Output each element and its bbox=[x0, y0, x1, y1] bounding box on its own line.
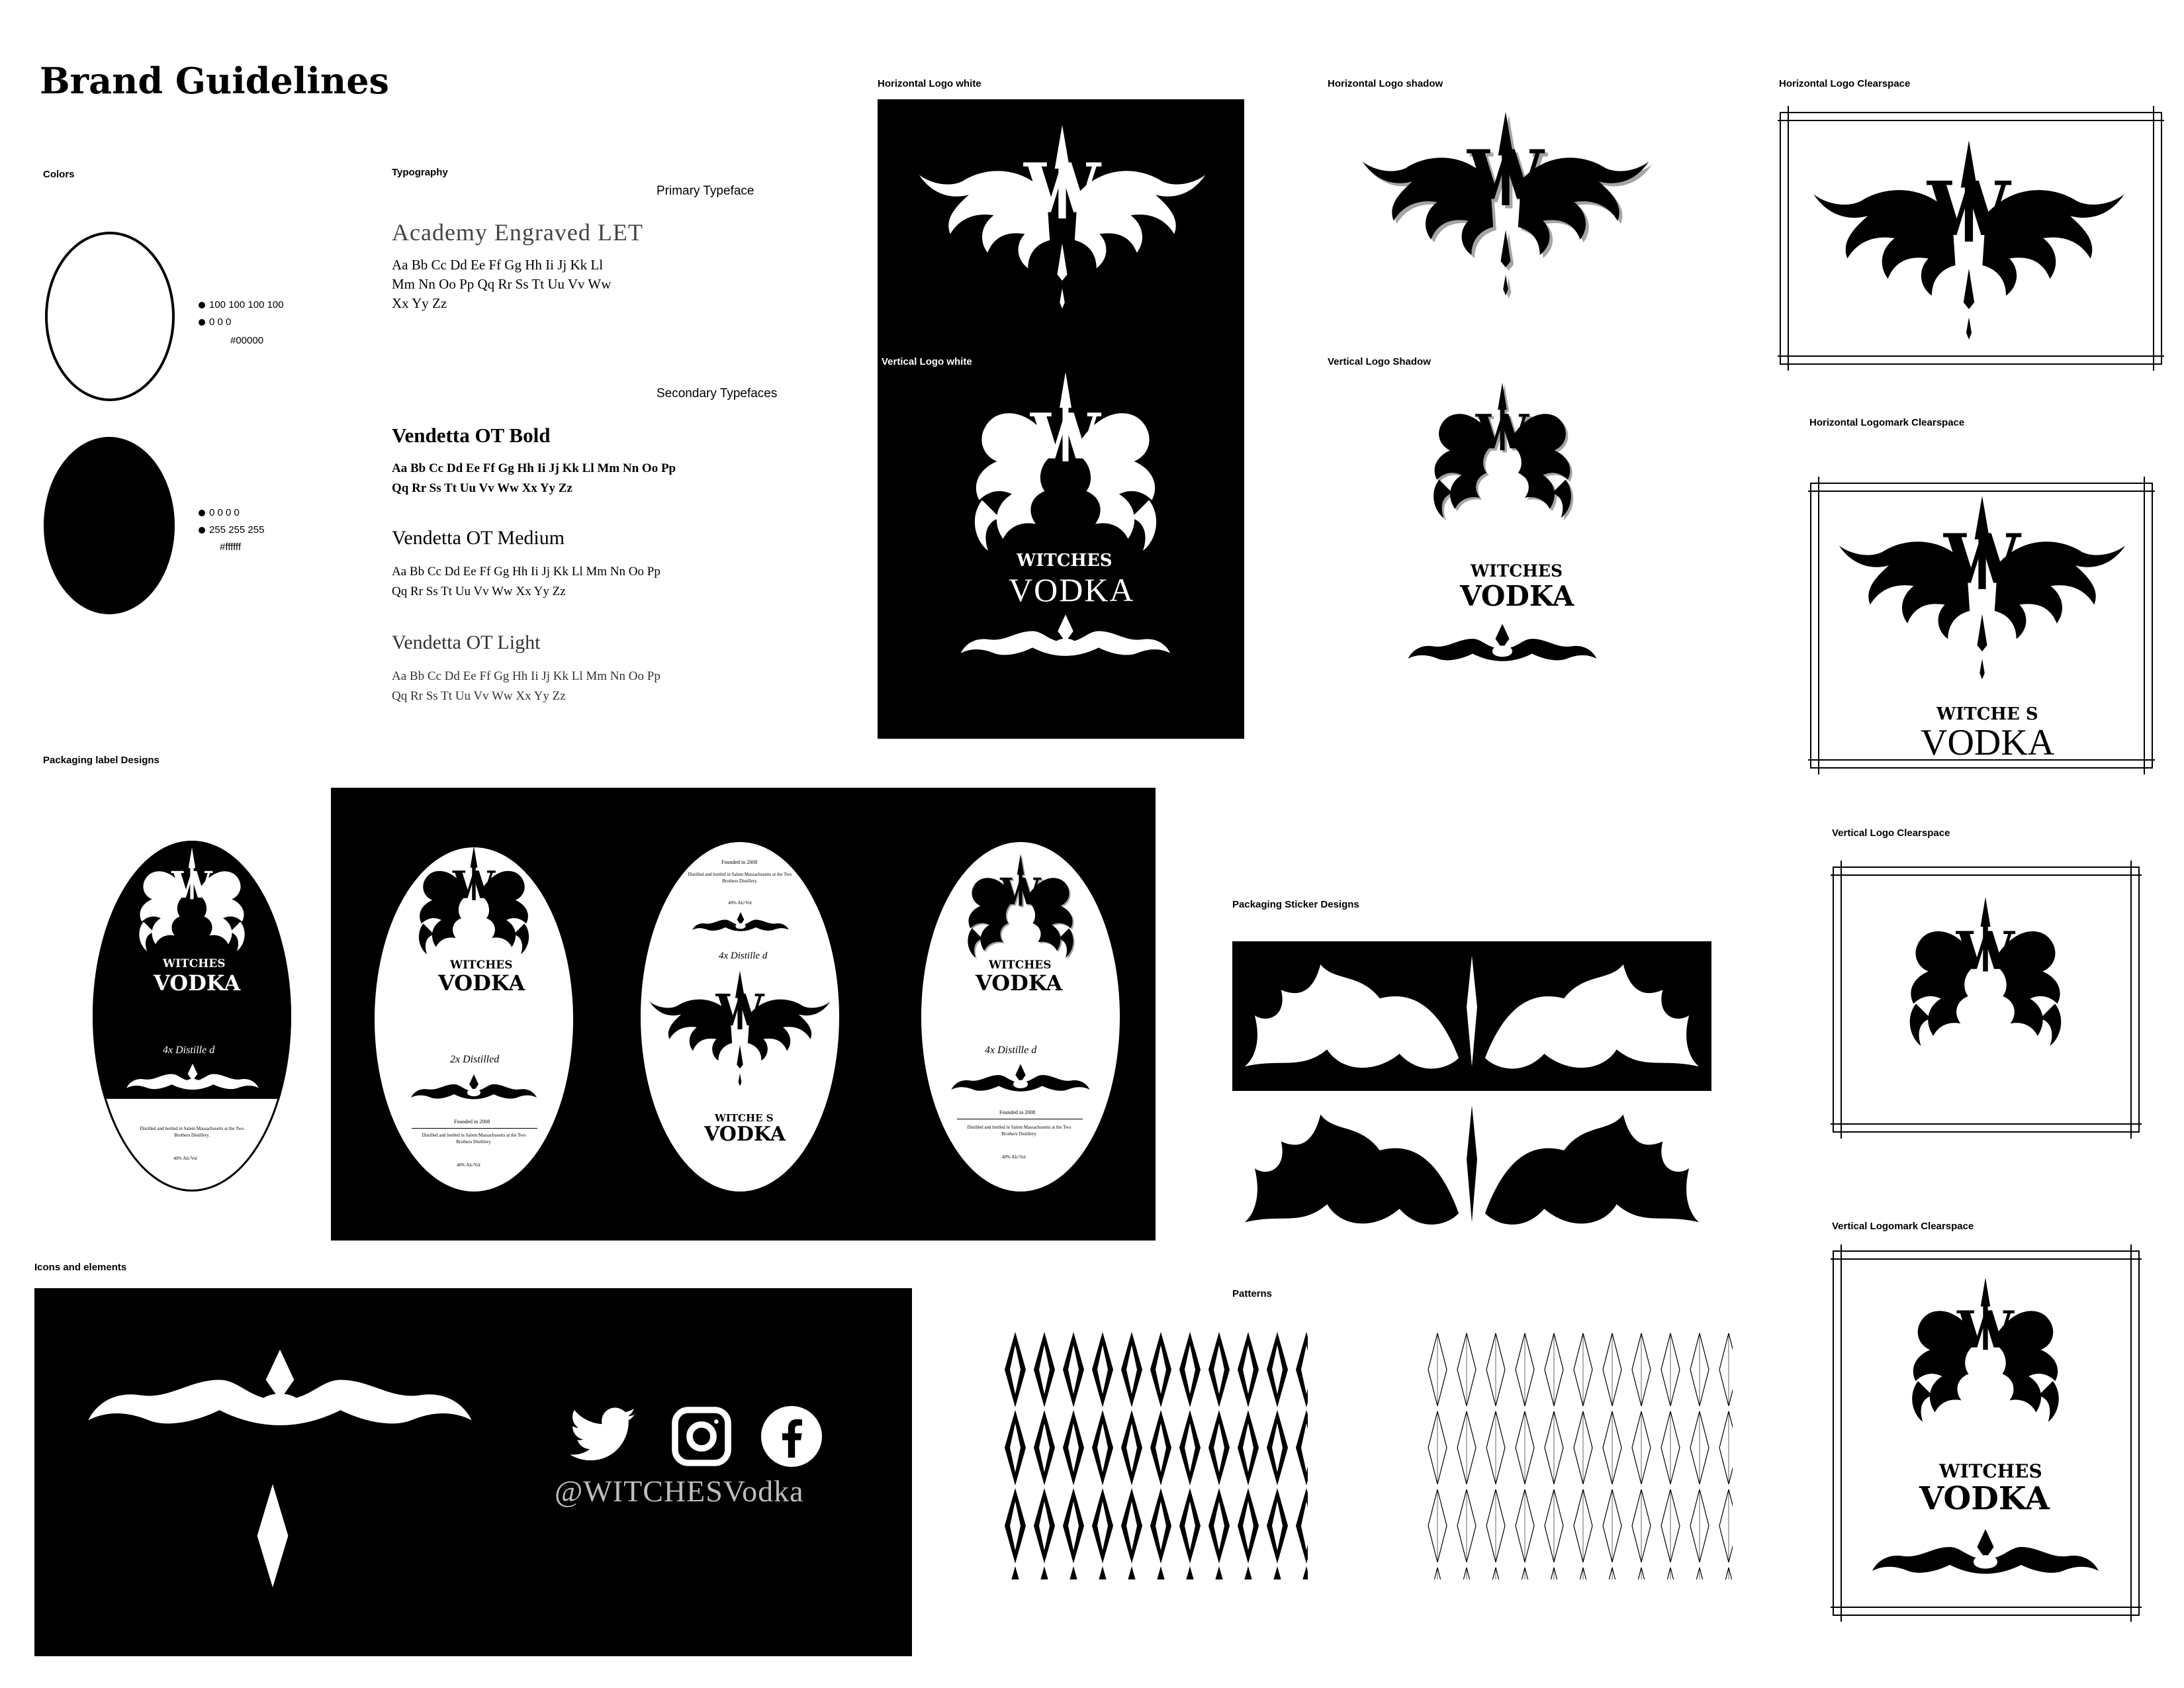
colors-label: Colors bbox=[43, 169, 75, 180]
white-swatch bbox=[45, 232, 175, 401]
patterns-label: Patterns bbox=[1232, 1288, 1273, 1299]
sticker-white bbox=[1242, 956, 1702, 1075]
vertical-logo-white-crest bbox=[953, 609, 1178, 675]
label-black-distilled: 4x Distille d bbox=[163, 1045, 215, 1056]
vendetta-light-alphabet-1: Aa Bb Cc Dd Ee Ff Gg Hh Ii Jj Kk Ll Mm Nn Oo Pp bbox=[392, 669, 660, 683]
primary-alphabet-3: Xx Yy Zz bbox=[392, 295, 447, 311]
icons-label: Icons and elements bbox=[34, 1262, 127, 1273]
label-4x-distilled: 4x Distille d bbox=[985, 1045, 1037, 1056]
black-rgb: 255 255 255 bbox=[199, 524, 264, 536]
diamond-element bbox=[255, 1470, 290, 1602]
primary-alphabet-2: Mm Nn Oo Pp Qq Rr Ss Tt Uu Vv Ww bbox=[392, 276, 612, 292]
packaging-label: Packaging label Designs bbox=[43, 755, 159, 766]
social-handle[interactable]: @WITCHESVodka bbox=[555, 1474, 804, 1508]
vertical-clearspace-label: Vertical Logo Clearspace bbox=[1832, 827, 1950, 839]
facebook-icon[interactable] bbox=[760, 1405, 823, 1468]
vendetta-light-alphabet-2: Qq Rr Ss Tt Uu Vv Ww Xx Yy Zz bbox=[392, 689, 566, 703]
label-black-abv: 40% Alc/Vol bbox=[173, 1156, 197, 1161]
vertical-logo-white-label: Vertical Logo white bbox=[882, 356, 972, 367]
label-4x-wordmark-top: WITCHES bbox=[989, 959, 1052, 972]
label-black-wordmark-bottom: VODKA bbox=[154, 970, 241, 996]
sticker-label: Packaging Sticker Designs bbox=[1232, 899, 1359, 910]
vertical-logo-shadow-label: Vertical Logo Shadow bbox=[1328, 356, 1431, 367]
vendetta-medium-name: Vendetta OT Medium bbox=[392, 527, 565, 549]
label-back-crest-top bbox=[684, 910, 797, 940]
white-rgb: 0 0 0 bbox=[199, 316, 231, 328]
vertical-logomark-clearspace-logo bbox=[1853, 1278, 2118, 1489]
black-cmyk: 0 0 0 0 bbox=[199, 507, 240, 518]
label-2x-distilled-text: Distilled and bottled in Salem Massachusetts at the Two Brothers Distillery. bbox=[422, 1133, 526, 1145]
label-4x-crest bbox=[948, 1059, 1093, 1105]
vendetta-bold-alphabet-2: Qq Rr Ss Tt Uu Vv Ww Xx Yy Zz bbox=[392, 481, 572, 495]
label-back-distilled-text: Distilled and bottled in Salem Massachusetts at the Two Brothers Distillery. bbox=[688, 872, 792, 884]
crest-element bbox=[78, 1337, 482, 1463]
typography-label: Typography bbox=[392, 167, 448, 178]
horizontal-logomark-clearspace-label: Horizontal Logomark Clearspace bbox=[1809, 417, 1965, 428]
label-back-founded: Founded in 2008 bbox=[721, 859, 758, 865]
vertical-logomark-crest bbox=[1866, 1523, 2105, 1595]
label-2x-wordmark-bottom: VODKA bbox=[438, 970, 525, 996]
vertical-logomark-clearspace-label: Vertical Logomark Clearspace bbox=[1832, 1221, 1974, 1232]
horizontal-logo-shadow bbox=[1350, 99, 1661, 311]
horizontal-logomark-clearspace-logo bbox=[1827, 490, 2138, 688]
pattern-solid bbox=[1001, 1331, 1308, 1579]
black-swatch bbox=[44, 437, 175, 614]
vendetta-medium-alphabet-1: Aa Bb Cc Dd Ee Ff Gg Hh Ii Jj Kk Ll Mm Nn Oo Pp bbox=[392, 565, 660, 579]
vertical-logo-shadow-wordmark-bottom: VODKA bbox=[1460, 580, 1574, 612]
horizontal-logo-white-label: Horizontal Logo white bbox=[878, 78, 981, 89]
label-black-distilled-text: Distilled and bottled in Salem Massachusetts at the Two Brothers Distillery. bbox=[140, 1126, 244, 1138]
white-cmyk: 100 100 100 100 bbox=[199, 299, 284, 310]
label-4x-founded: Founded in 2008 bbox=[999, 1109, 1036, 1115]
bullet-icon bbox=[199, 510, 205, 516]
label-2x-wordmark-top: WITCHES bbox=[450, 959, 513, 972]
primary-alphabet-1: Aa Bb Cc Dd Ee Ff Gg Hh Ii Jj Kk Ll bbox=[392, 257, 604, 273]
vertical-logo-shadow-wordmark-top: WITCHES bbox=[1471, 561, 1563, 581]
primary-typeface-label: Primary Typeface bbox=[657, 184, 754, 198]
black-hex: #ffffff bbox=[220, 541, 241, 553]
vertical-logo-shadow bbox=[1383, 383, 1621, 581]
label-2x-abv: 40% Alc/Vol bbox=[457, 1162, 480, 1168]
label-2x-distilled: 2x Distilled bbox=[450, 1054, 500, 1065]
label-back-logo bbox=[642, 966, 838, 1092]
vendetta-bold-name: Vendetta OT Bold bbox=[392, 424, 551, 447]
label-2x-crest bbox=[408, 1071, 540, 1111]
label-black-wordmark-top: WITCHES bbox=[163, 957, 226, 970]
horizontal-logomark-wordmark-bottom: VODKA bbox=[1921, 722, 2055, 763]
label-4x-abv: 40% Alc/Vol bbox=[1002, 1154, 1026, 1160]
white-hex: #00000 bbox=[230, 335, 264, 346]
label-back-wordmark-top: WITCHE S bbox=[715, 1112, 774, 1124]
sticker-black bbox=[1242, 1105, 1702, 1231]
instagram-icon[interactable] bbox=[670, 1405, 733, 1468]
vertical-logo-shadow-crest bbox=[1403, 616, 1602, 682]
secondary-typeface-label: Secondary Typefaces bbox=[657, 387, 778, 400]
horizontal-logomark-wordmark-top: WITCHE S bbox=[1936, 704, 2038, 724]
horizontal-clearspace-logo bbox=[1800, 126, 2138, 357]
pattern-line bbox=[1423, 1331, 1733, 1579]
horizontal-logo-white bbox=[907, 119, 1218, 318]
label-black-founded: Founded in 2008 bbox=[164, 1112, 201, 1118]
horizontal-clearspace-label: Horizontal Logo Clearspace bbox=[1779, 78, 1911, 89]
vendetta-medium-alphabet-2: Qq Rr Ss Tt Uu Vv Ww Xx Yy Zz bbox=[392, 585, 566, 598]
vertical-logo-white-wordmark-bottom: VODKA bbox=[1009, 571, 1135, 608]
label-4x-distilled-text: Distilled and bottled in Salem Massachusetts at the Two Brothers Distillery. bbox=[967, 1125, 1071, 1137]
bullet-icon bbox=[199, 527, 205, 534]
label-back-distilled: 4x Distille d bbox=[719, 951, 768, 961]
label-2x-founded: Founded in 2008 bbox=[454, 1119, 490, 1125]
horizontal-logo-shadow-label: Horizontal Logo shadow bbox=[1328, 78, 1443, 89]
vendetta-light-name: Vendetta OT Light bbox=[392, 632, 541, 653]
label-black-crest bbox=[123, 1059, 262, 1103]
bullet-icon bbox=[199, 319, 205, 326]
vertical-logo-white-wordmark-top: WITCHES bbox=[1017, 551, 1113, 571]
label-4x-wordmark-bottom: VODKA bbox=[976, 970, 1063, 996]
page-title: Brand Guidelines bbox=[40, 60, 389, 102]
primary-typeface-name: Academy Engraved LET bbox=[392, 219, 643, 246]
label-back-abv: 40% Alc/Vol bbox=[728, 900, 752, 906]
label-back-wordmark-bottom: VODKA bbox=[704, 1123, 786, 1146]
twitter-icon[interactable] bbox=[567, 1407, 639, 1467]
vertical-logomark-wordmark-top: WITCHES bbox=[1939, 1460, 2042, 1482]
vertical-clearspace-logo bbox=[1853, 887, 2118, 1125]
bullet-icon bbox=[199, 302, 205, 308]
vertical-logomark-wordmark-bottom: VODKA bbox=[1919, 1480, 2050, 1517]
vendetta-bold-alphabet-1: Aa Bb Cc Dd Ee Ff Gg Hh Ii Jj Kk Ll Mm Nn Oo Pp bbox=[392, 461, 676, 475]
label-2x-divider bbox=[412, 1128, 537, 1129]
